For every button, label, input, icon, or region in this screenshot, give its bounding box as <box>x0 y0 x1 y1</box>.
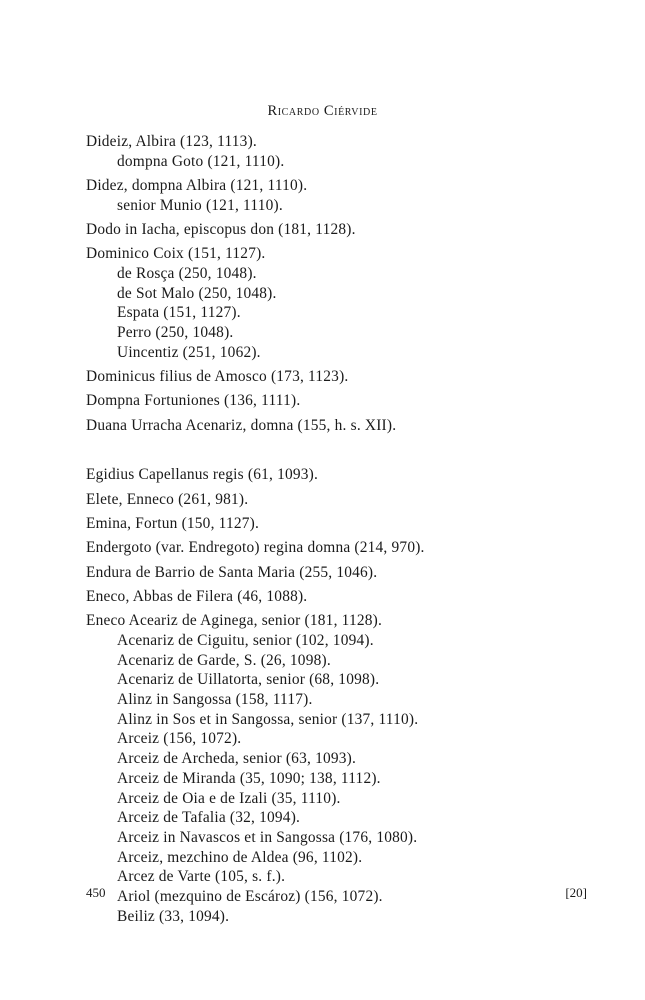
index-entry-sub: Arceiz in Navascos et in Sangossa (176, 1080). <box>117 828 418 846</box>
index-entry-sub: Acenariz de Ciguitu, senior (102, 1094). <box>117 631 374 649</box>
index-entry <box>86 176 586 215</box>
index-entry <box>86 220 586 240</box>
index-entry-sub: Acenariz de Garde, S. (26, 1098). <box>117 651 331 669</box>
running-head: Ricardo Ciérvide <box>267 103 378 119</box>
index-entry-sub: Arceiz (156, 1072). <box>117 730 242 748</box>
signature-number: [20] <box>565 885 587 900</box>
index-entry-main: Didez, dompna Albira (121, 1110). <box>86 177 308 194</box>
index-entry-main: Endura de Barrio de Santa Maria (255, 1046). <box>86 563 378 581</box>
index-entry-sub: Arceiz, mezchino de Aldea (96, 1102). <box>117 848 363 866</box>
index-entry <box>86 490 586 510</box>
index-entry-main: Dompna Fortuniones (136, 1111). <box>86 392 301 410</box>
index-entry <box>86 538 586 558</box>
index-entry-sub: Alinz in Sos et in Sangossa, senior (137, 1110). <box>117 710 419 728</box>
page-number: 450 <box>86 885 106 900</box>
index-entry-sub: Arcez de Varte (105, s. f.). <box>117 868 286 886</box>
index-entry <box>86 611 586 926</box>
index-entry <box>86 416 586 436</box>
index-entry-sub: Beiliz (33, 1094). <box>117 907 230 925</box>
index-entry-sub: Uincentiz (251, 1062). <box>117 343 261 361</box>
index-entry-main: Emina, Fortun (150, 1127). <box>86 515 260 532</box>
index-entry-sub: de Rosça (250, 1048). <box>117 265 257 282</box>
index-entry <box>86 514 586 534</box>
index-list <box>86 132 586 926</box>
index-entry-main: Dominicus filius de Amosco (173, 1123). <box>86 368 349 386</box>
index-entry-sub: Arceiz de Oia e de Izali (35, 1110). <box>117 789 341 807</box>
index-entry <box>86 391 586 411</box>
index-entry-sub: Arceiz de Tafalia (32, 1094). <box>117 809 301 827</box>
index-entry <box>86 563 586 583</box>
index-entry-sub: de Sot Malo (250, 1048). <box>117 284 277 302</box>
index-entry-main: Dominico Coix (151, 1127). <box>86 245 266 263</box>
index-entry-sub: senior Munio (121, 1110). <box>117 196 283 214</box>
index-entry-main: Elete, Enneco (261, 981). <box>86 490 249 508</box>
index-entry-main: Dideiz, Albira (123, 1113). <box>86 133 257 150</box>
index-entry-main: Egidius Capellanus regis (61, 1093). <box>86 466 319 484</box>
index-entry-sub: Espata (151, 1127). <box>117 304 241 322</box>
index-entry-sub: Arceiz de Archeda, senior (63, 1093). <box>117 750 357 768</box>
index-entry <box>86 587 586 607</box>
index-entry-main: Dodo in Iacha, episcopus don (181, 1128). <box>86 221 356 238</box>
index-entry-sub: dompna Goto (121, 1110). <box>117 152 285 170</box>
index-entry <box>86 465 586 485</box>
index-entry-main: Eneco, Abbas de Filera (46, 1088). <box>86 587 308 605</box>
index-entry-main: Eneco Aceariz de Aginega, senior (181, 1128). <box>86 612 383 630</box>
index-entry-main: Duana Urracha Acenariz, domna (155, h. s. XII). <box>86 416 397 434</box>
index-entry-sub: Alinz in Sangossa (158, 1117). <box>117 691 313 708</box>
index-entry-sub: Ariol (mezquino de Escároz) (156, 1072). <box>117 888 383 906</box>
index-entry-main: Endergoto (var. Endregoto) regina domna (214, 970). <box>86 539 425 557</box>
index-entry-sub: Acenariz de Uillatorta, senior (68, 1098). <box>117 671 380 689</box>
index-entry-sub: Perro (250, 1048). <box>117 324 234 342</box>
index-entry <box>86 244 586 362</box>
index-entry <box>86 132 586 171</box>
index-entry-sub: Arceiz de Miranda (35, 1090; 138, 1112). <box>117 769 381 787</box>
index-entry <box>86 367 586 387</box>
